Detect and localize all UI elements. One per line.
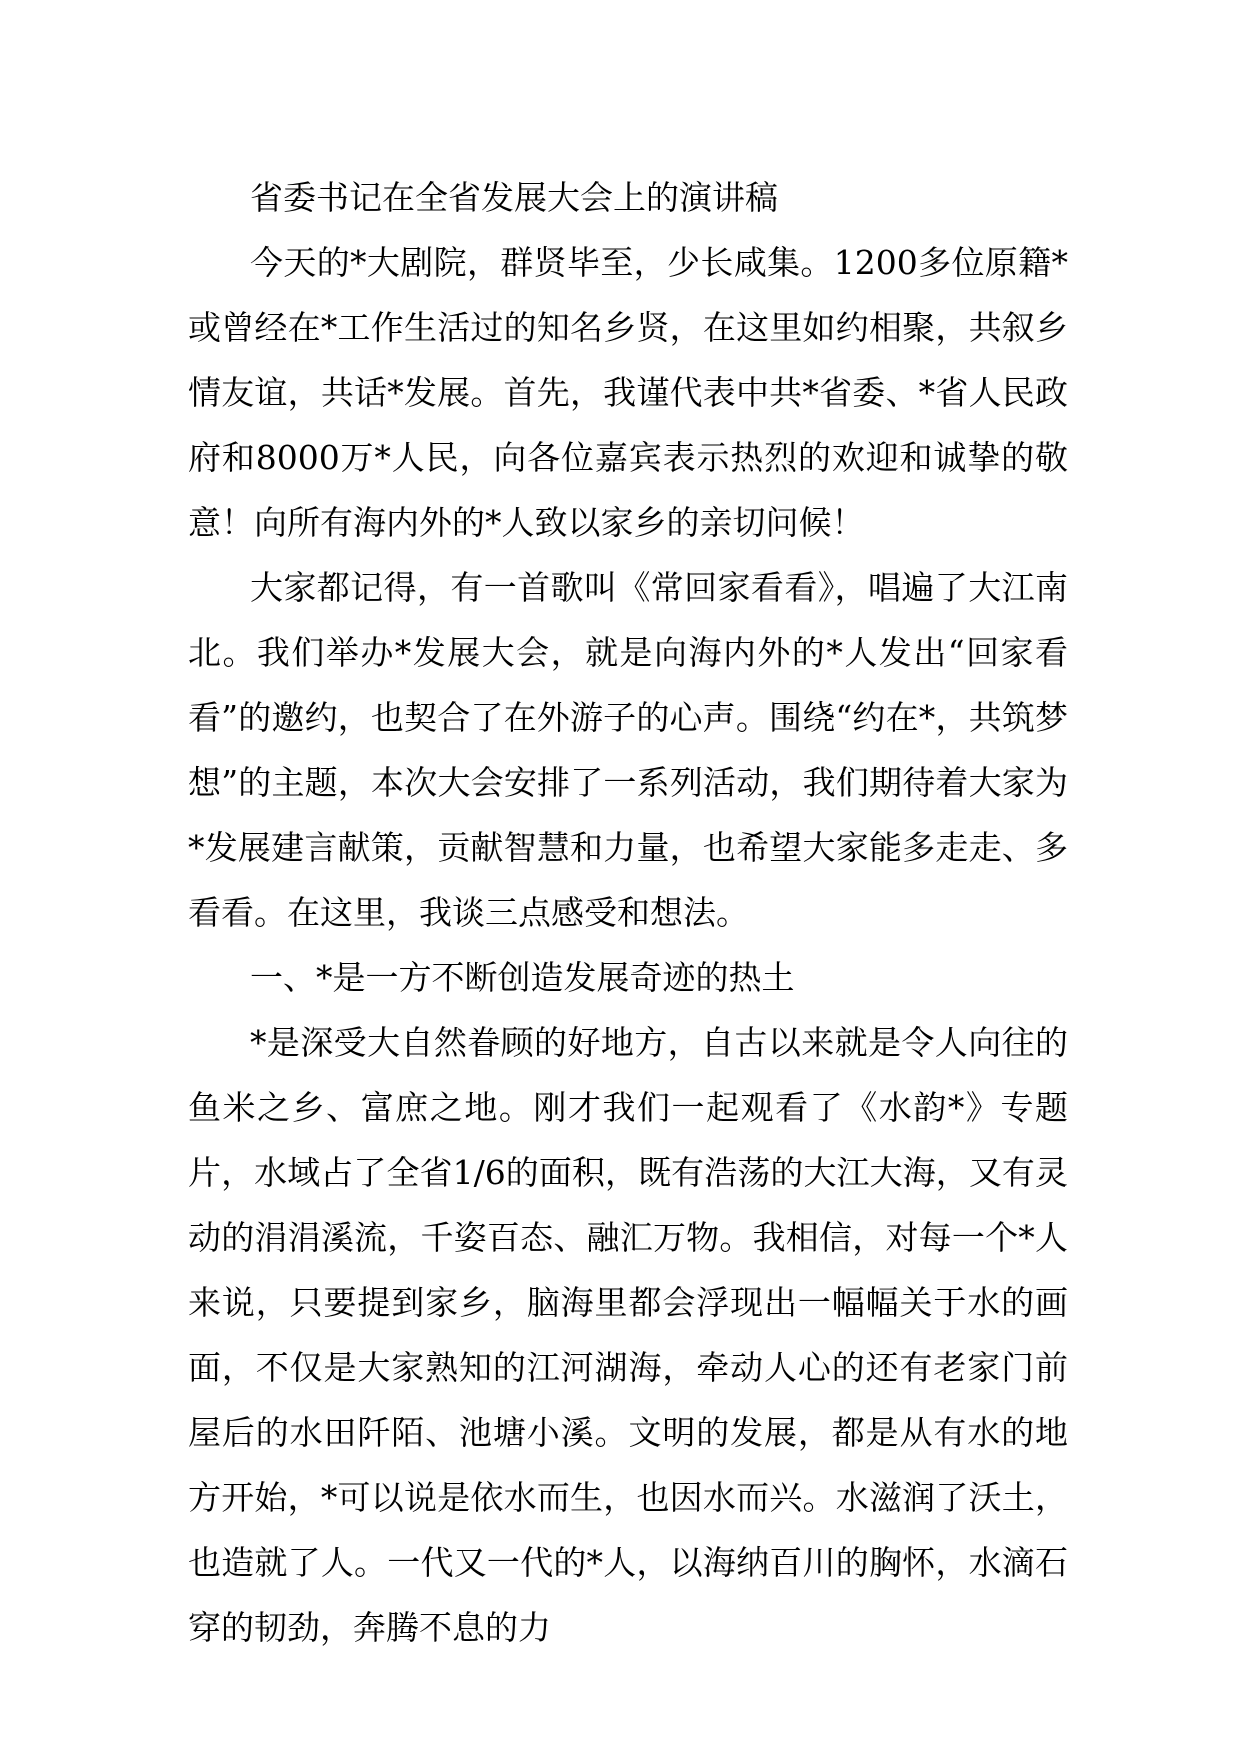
document-body bbox=[188, 165, 1068, 1660]
document-title: 省委书记在全省发展大会上的演讲稿 bbox=[250, 178, 778, 217]
paragraph-welcome: 今天的*大剧院，群贤毕至，少长咸集。1200多位原籍*或曾经在*工作生活过的知名乡贤，在这里如约相聚，共叙乡情友谊，共话*发展。首先，我谨代表中共*省委、*省人民政府和8000万*人民，向各位嘉宾表示热烈的欢迎和诚挚的敬意！向所有海内外的*人致以家乡的亲切问候！ bbox=[188, 243, 1068, 542]
paragraph-invitation: 大家都记得，有一首歌叫《常回家看看》，唱遍了大江南北。我们举办*发展大会，就是向海内外的*人发出“回家看看”的邀约，也契合了在外游子的心声。围绕“约在*，共筑梦想”的主题，本次大会安排了一系列活动，我们期待着大家为*发展建言献策，贡献智慧和力量，也希望大家能多走走、多看看。在这里，我谈三点感受和想法。 bbox=[188, 568, 1068, 932]
paragraph-water: *是深受大自然眷顾的好地方，自古以来就是令人向往的鱼米之乡、富庶之地。刚才我们一起观看了《水韵*》专题片，水域占了全省1/6的面积，既有浩荡的大江大海，又有灵动的涓涓溪流，千姿百态、融汇万物。我相信，对每一个*人来说，只要提到家乡，脑海里都会浮现出一幅幅关于水的画面，不仅是大家熟知的江河湖海，牵动人心的还有老家门前屋后的水田阡陌、池塘小溪。文明的发展，都是从有水的地方开始，*可以说是依水而生，也因水而兴。水滋润了沃土，也造就了人。一代又一代的*人，以海纳百川的胸怀，水滴石穿的韧劲，奔腾不息的力 bbox=[188, 1023, 1068, 1647]
section-heading-1: 一、*是一方不断创造发展奇迹的热土 bbox=[250, 958, 795, 997]
